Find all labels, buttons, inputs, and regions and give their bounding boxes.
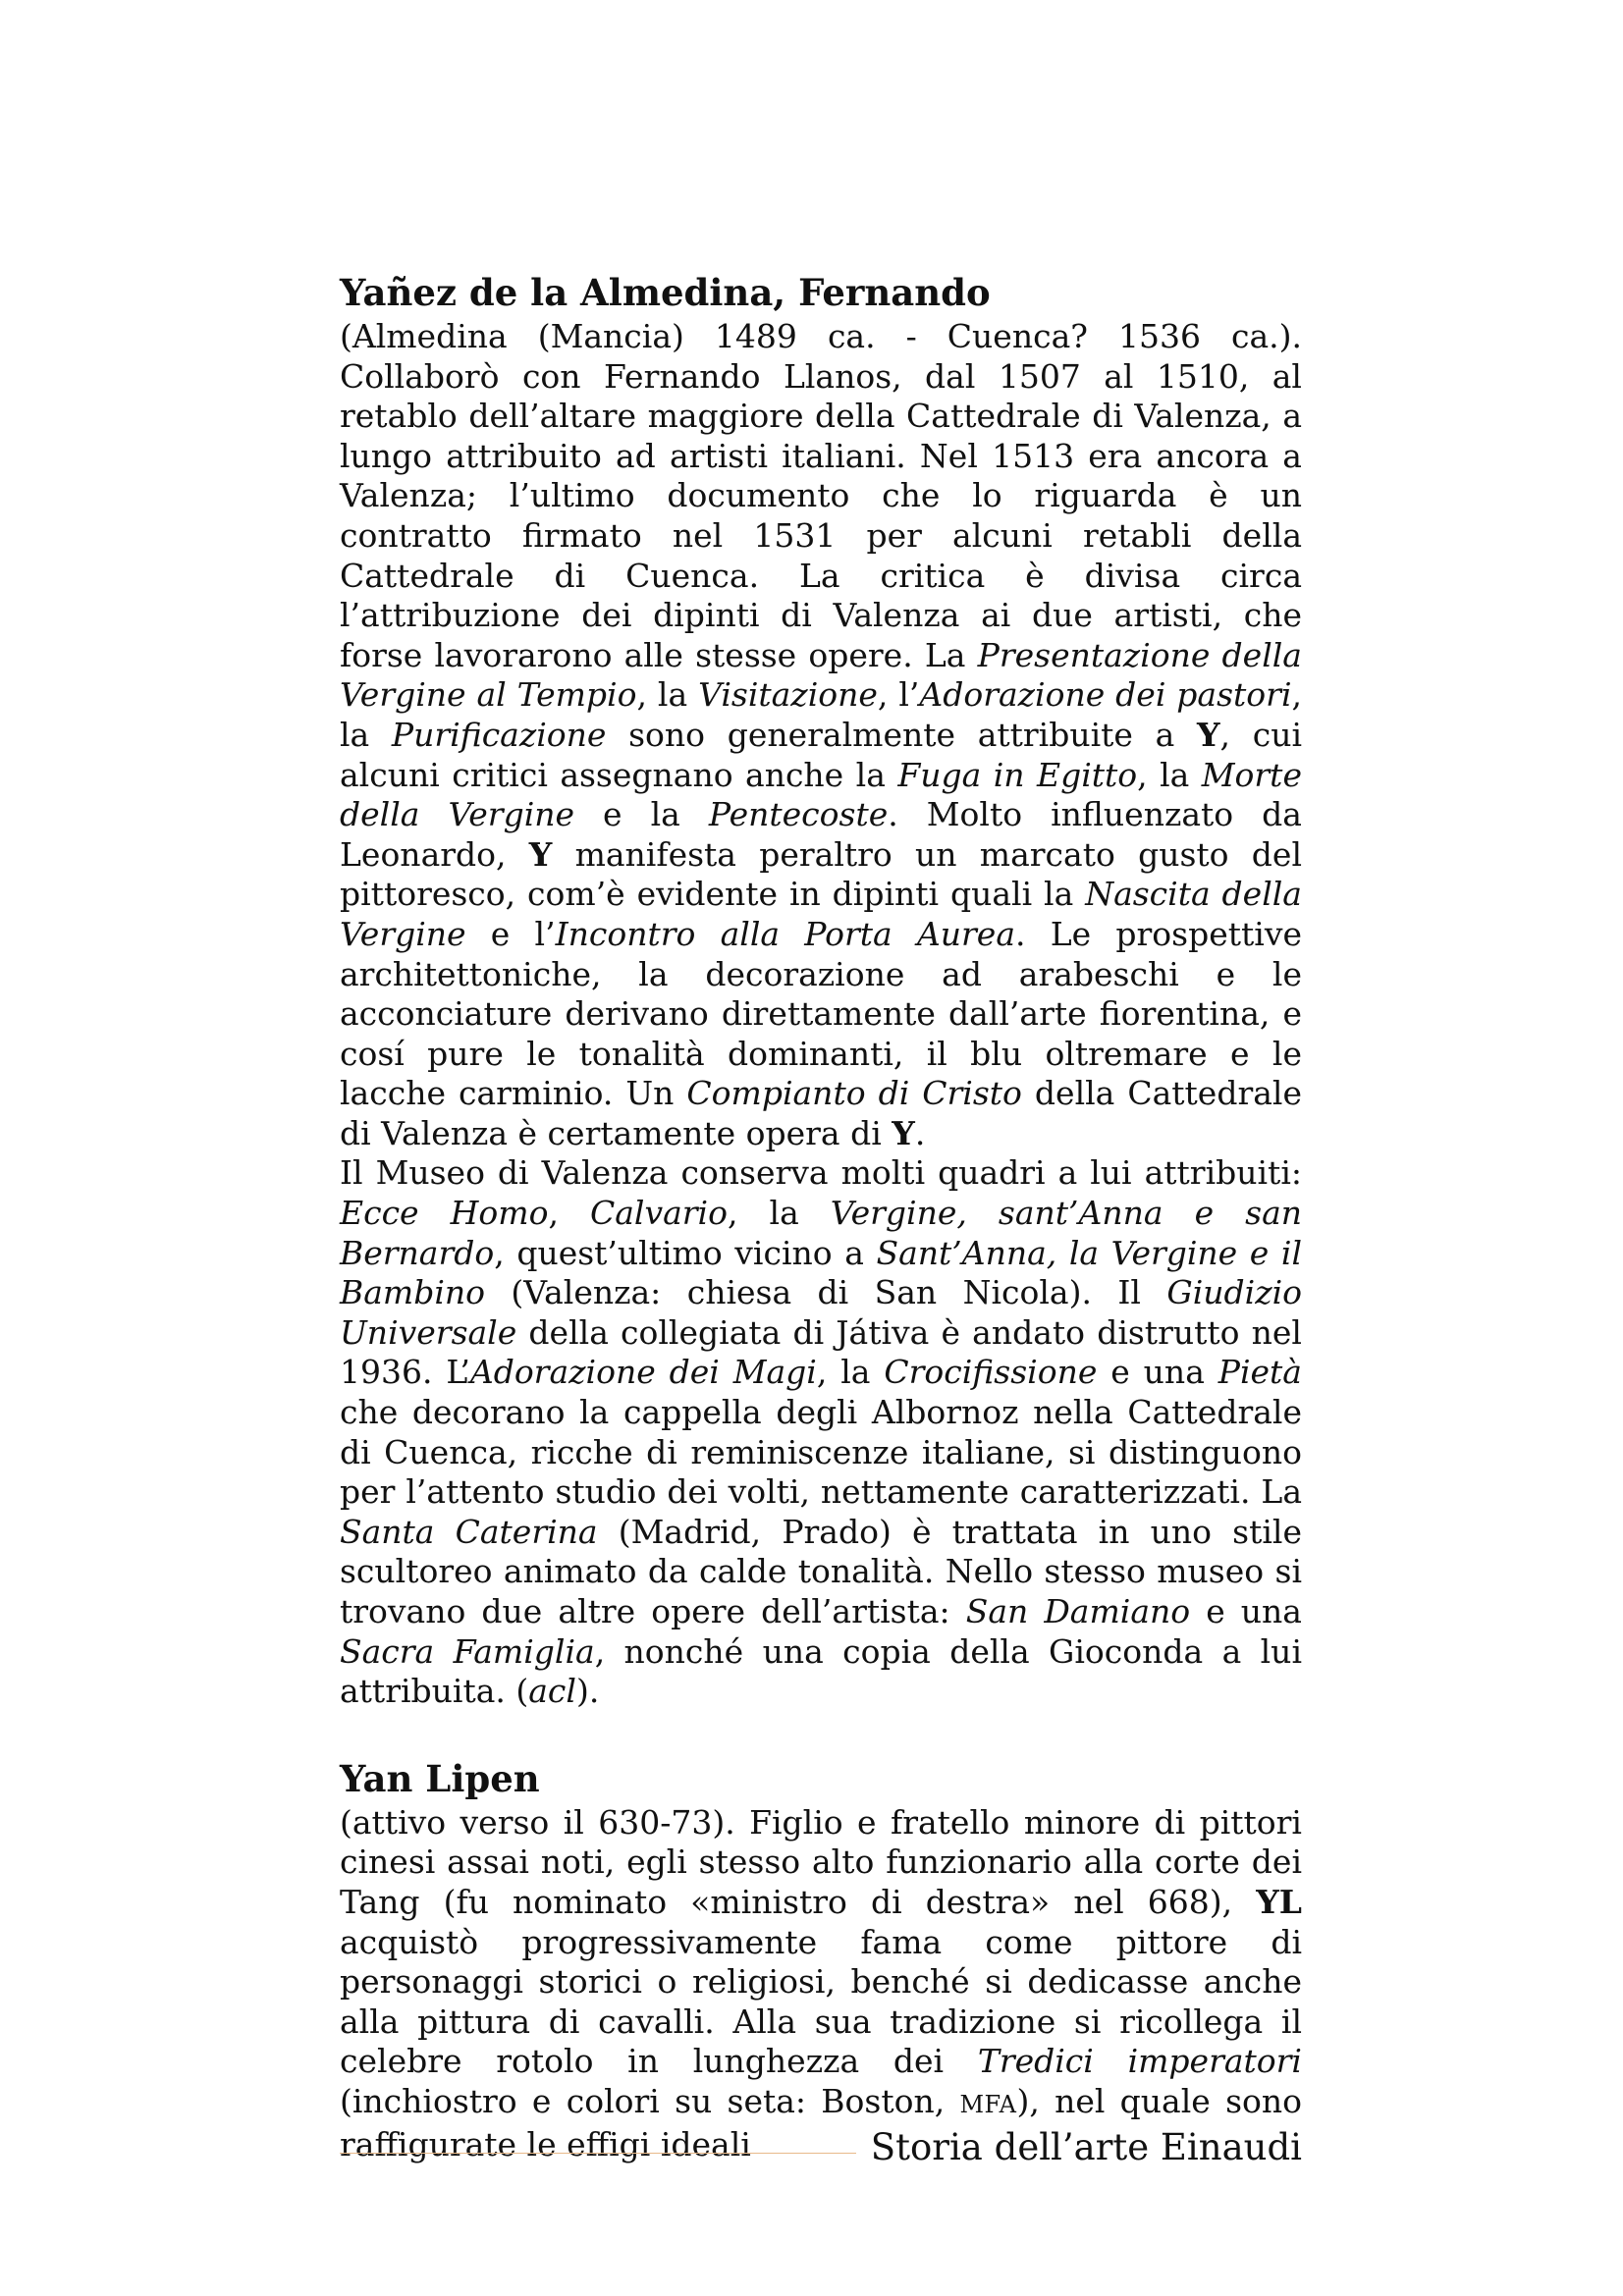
- italic-run: Presentazione della Vergine al Tempio: [340, 635, 1302, 715]
- italic-run: acl: [528, 1672, 576, 1711]
- text-run: Il Museo di Valenza conserva molti quadri a lui attribuiti:: [340, 1153, 1302, 1193]
- italic-run: Giudizio Universale: [340, 1273, 1302, 1352]
- italic-run: Vergine, sant’Anna e san Bernardo: [340, 1194, 1303, 1272]
- footer-publisher: Storia dell’arte Einaudi: [870, 2126, 1302, 2168]
- text-run: ).: [575, 1672, 600, 1711]
- italic-run: Pentecoste: [708, 795, 889, 834]
- text-run: (attivo verso il 630-73). Figlio e fratello minore di pittori cinesi assai noti, egli stesso alto funzionario alla corte dei Tang (fu nominato «ministro di destra» nel 668),: [340, 1802, 1302, 1921]
- italic-run: Morte della Vergine: [340, 755, 1302, 834]
- italic-run: Nascita della Vergine: [340, 875, 1302, 953]
- text-run: e la: [574, 795, 709, 834]
- italic-run: Fuga in Egitto: [897, 755, 1138, 794]
- text-run: .: [914, 1113, 926, 1152]
- text-run: , la: [1137, 755, 1202, 794]
- italic-run: Purificazione: [391, 715, 607, 754]
- entry-title: Yan Lipen: [340, 1756, 540, 1800]
- italic-run: Crocifissione: [884, 1353, 1098, 1392]
- text-run: della Cattedrale di Valenza è certamente opera di: [340, 1074, 1302, 1152]
- text-run: (Almedina (Mancia) 1489 ca. - Cuenca? 1536 ca.). Collaborò con Fernando Llanos, dal 1507 al 1510, al retablo dell’altare maggiore della Cattedrale di Valenza, a lungo attribuito ad artisti italiani. Nel 1513 era ancora a Valenza; l’ultimo documento che lo riguarda è un contratto firmato nel 1531 per alcuni retabli della Cattedrale di Cuenca. La critica è divisa circa l’attribuzione dei dipinti di Valenza ai due artisti, che forse lavorarono alle stesse opere. La: [340, 317, 1302, 674]
- text-run: , la: [816, 1353, 885, 1392]
- paragraph: [340, 1803, 1302, 2164]
- italic-run: Tredici imperatori: [977, 2042, 1302, 2081]
- italic-run: Sacra Famiglia: [340, 1631, 595, 1671]
- italic-run: Pietà: [1217, 1353, 1302, 1392]
- entry-yan-lipen: [340, 1757, 1302, 2164]
- text-run: (Valenza: chiesa di San Nicola). Il: [485, 1273, 1167, 1312]
- text-run: , quest’ultimo vicino a: [494, 1233, 877, 1272]
- bold-run: Y: [528, 834, 553, 874]
- text-run: ,: [548, 1194, 590, 1233]
- entry-body: [340, 317, 1302, 1712]
- italic-run: Visitazione: [698, 675, 878, 715]
- footer-rule: [340, 2153, 856, 2154]
- text-run: , la: [340, 675, 1303, 754]
- entry-body: [340, 1803, 1302, 2164]
- text-run: e l’: [465, 914, 556, 953]
- text-run: sono generalmente attribuite a: [606, 715, 1197, 754]
- italic-run: San Damiano: [965, 1592, 1191, 1630]
- bold-run: Y: [892, 1113, 915, 1152]
- text-run: , cui alcuni critici assegnano anche la: [340, 715, 1302, 794]
- document-page: [340, 271, 1302, 2210]
- italic-run: Santa Caterina: [340, 1512, 598, 1551]
- bold-run: YL: [1256, 1882, 1302, 1921]
- italic-run: Ecce Homo: [340, 1194, 549, 1233]
- text-run: della collegiata di Játiva è andato distrutto nel 1936. L’: [340, 1312, 1302, 1392]
- text-run: manifesta peraltro un marcato gusto del pittoresco, com’è evidente in dipinti quali la: [340, 834, 1302, 914]
- text-run: , la: [636, 675, 699, 715]
- text-run: , nonché una copia della Gioconda a lui attribuita. (: [340, 1631, 1302, 1711]
- text-run: ), nel quale sono raffigurate le effigi ideali: [340, 2081, 1302, 2163]
- text-run: (Madrid, Prado) è trattata in uno stile scultoreo animato da calde tonalità. Nello stesso museo si trovano due altre opere dell’artista:: [340, 1512, 1303, 1630]
- entry-title: Yañez de la Almedina, Fernando: [340, 271, 991, 314]
- italic-run: Sant’Anna, la Vergine e il Bambino: [340, 1233, 1303, 1312]
- page-footer: [340, 2128, 1302, 2167]
- italic-run: Incontro alla Porta Aurea: [555, 914, 1016, 953]
- text-run: , la: [727, 1194, 831, 1233]
- text-run: (inchiostro e colori su seta: Boston,: [340, 2081, 960, 2120]
- text-run: e una: [1190, 1592, 1302, 1630]
- text-run: MFA: [959, 2090, 1017, 2118]
- entry-yanez: [340, 271, 1302, 1712]
- bold-run: Y: [1196, 715, 1220, 754]
- paragraph: [340, 1153, 1302, 1711]
- italic-run: Calvario: [589, 1194, 728, 1233]
- text-run: e una: [1097, 1353, 1218, 1392]
- italic-run: Adorazione dei pastori: [919, 675, 1292, 715]
- text-run: , l’: [877, 675, 920, 715]
- italic-run: Adorazione dei Magi: [469, 1353, 817, 1392]
- paragraph: [340, 317, 1302, 1153]
- text-run: . Molto influenzato da Leonardo,: [340, 795, 1302, 874]
- text-run: . Le prospettive architettoniche, la decorazione ad arabeschi e le acconciature derivano direttamente dall’arte fiorentina, e cosí pure le tonalità dominanti, il blu oltremare e le lacche carminio. Un: [340, 914, 1302, 1113]
- text-run: acquistò progressivamente fama come pittore di personaggi storici o religiosi, benché si dedicasse anche alla pittura di cavalli. Alla sua tradizione si ricollega il celebre rotolo in lunghezza dei: [340, 1922, 1302, 2081]
- text-run: che decorano la cappella degli Albornoz nella Cattedrale di Cuenca, ricche di reminiscenze italiane, si distinguono per l’attento studio dei volti, nettamente caratterizzati. La: [340, 1393, 1302, 1512]
- italic-run: Compianto di Cristo: [686, 1074, 1022, 1113]
